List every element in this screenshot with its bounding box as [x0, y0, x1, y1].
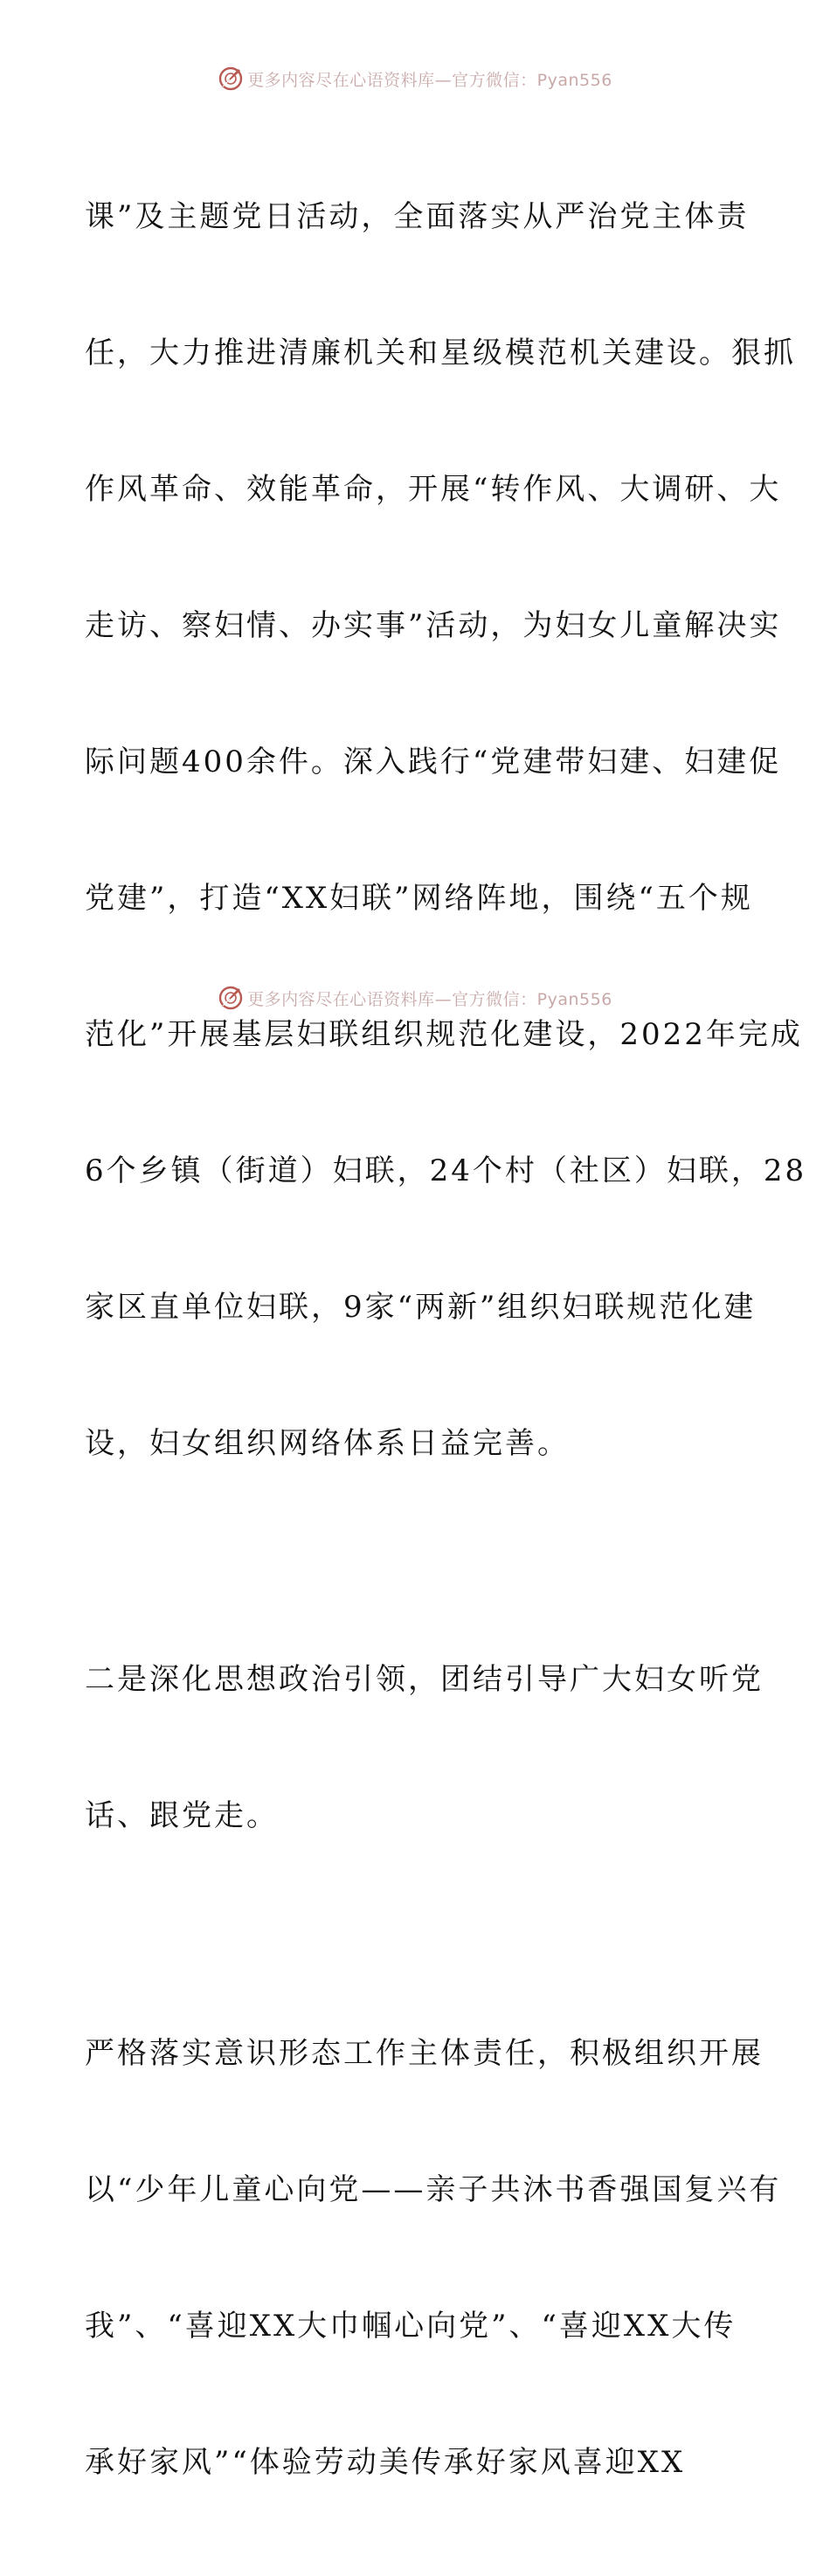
text-line: 家区直单位妇联，9家“两新”组织妇联规范化建	[85, 1290, 757, 1325]
header-banner	[0, 63, 830, 94]
text-line: 范化”开展基层妇联组织规范化建设，2022年完成	[85, 1017, 803, 1052]
text-line: 话、跟党走。	[85, 1798, 279, 1833]
header-banner-text: 更多内容尽在心语资料库—官方微信：Pyan556	[247, 70, 612, 90]
text-line: 课”及主题党日活动，全面落实从严治党主体责	[85, 199, 750, 234]
text-line: 走访、察妇情、办实事”活动，为妇女儿童解决实	[85, 608, 782, 643]
quill-seal-logo-icon	[218, 985, 244, 1011]
text-line: 二是深化思想政治引领，团结引导广大妇女听党	[85, 1662, 764, 1697]
text-line: 以“少年儿童心向党——亲子共沐书香强国复兴有	[85, 2172, 782, 2207]
text-line: 任，大力推进清廉机关和星级模范机关建设。狠抓	[85, 336, 796, 370]
text-line: 严格落实意识形态工作主体责任，积极组织开展	[85, 2036, 764, 2071]
document-body	[85, 103, 807, 2576]
text-line: 承好家风”“体验劳动美传承好家风喜迎XX	[85, 2445, 686, 2480]
text-line: 我”、“喜迎XX大巾帼心向党”、“喜迎XX大传	[85, 2309, 737, 2344]
footer-banner-text: 更多内容尽在心语资料库—官方微信：Pyan556	[247, 989, 612, 1009]
text-line: 党建”，打造“XX妇联”网络阵地，围绕“五个规	[85, 881, 753, 916]
quill-seal-logo-icon	[218, 66, 244, 92]
text-line: 6个乡镇（街道）妇联，24个村（社区）妇联，28	[85, 1153, 807, 1188]
paragraph-3	[85, 1940, 782, 2576]
paragraph-1	[85, 103, 807, 1557]
paragraph-2-heading	[85, 1566, 762, 1929]
text-line: 设，妇女组织网络体系日益完善。	[85, 1426, 570, 1461]
text-line: 作风革命、效能革命，开展“转作风、大调研、大	[85, 472, 782, 507]
text-line: 际问题400余件。深入践行“党建带妇建、妇建促	[85, 744, 782, 779]
footer-banner	[0, 982, 830, 1014]
